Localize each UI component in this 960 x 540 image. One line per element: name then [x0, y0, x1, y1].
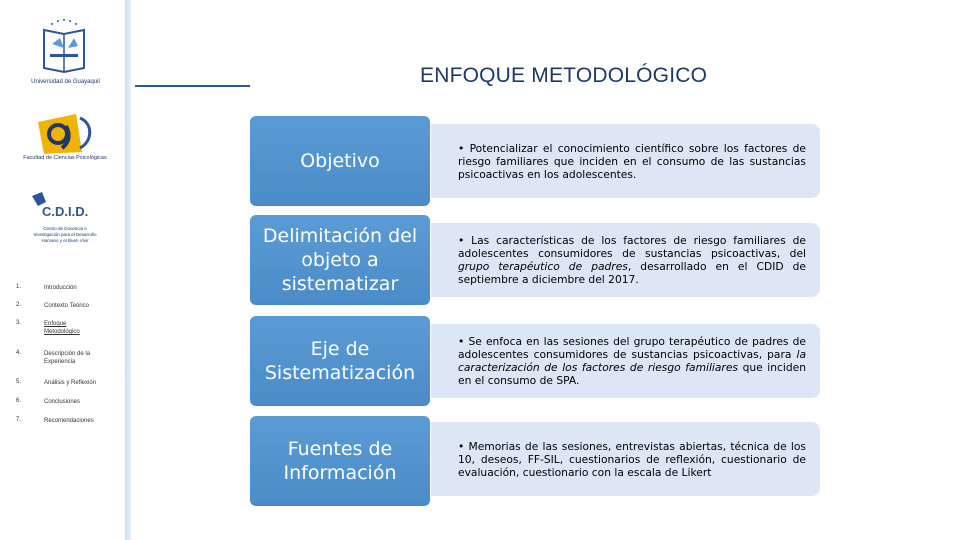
nav-label: Conclusiones — [44, 399, 81, 405]
row-label-box: Objetivo — [250, 116, 430, 206]
row-label-box: Fuentes de Información — [250, 416, 430, 506]
sidebar-edge — [125, 0, 131, 540]
nav-item-enfoque[interactable] — [16, 320, 124, 336]
svg-text:C.D.I.D.: C.D.I.D. — [42, 204, 89, 219]
row-description-text: • Se enfoca en las sesiones del grupo terapéutico de padres de adolescentes consumidores de sustancias psicoactivas, para la caracterización de los factores de riesgo familiares que inciden en el consumo de SPA. — [458, 335, 807, 387]
nav-number: 2. — [16, 302, 22, 308]
row-label-box: Delimitación del objeto a sistematizar — [250, 215, 430, 305]
page-title: ENFOQUE METODOLÓGICO — [420, 64, 708, 87]
nav-number: 6. — [16, 398, 22, 404]
row-description-text: • Las características de los factores de riesgo familiares de adolescentes consumidores de sustancias psicoactivas, del grupo terapéutico de padres, desarrollado en el CDID de septiembre a diciembre del 2017. — [458, 234, 806, 286]
nav-number: 3. — [16, 320, 22, 326]
nav-label: Enfoque Metodológico — [44, 321, 80, 335]
nav-item-analisis[interactable] — [16, 379, 124, 387]
title-divider — [135, 85, 250, 87]
nav-label: Recomendaciones — [44, 418, 94, 424]
university-logo — [38, 18, 90, 74]
row-description — [420, 223, 820, 297]
nav-item-recomendaciones[interactable] — [16, 417, 124, 425]
nav-item-contexto[interactable] — [16, 302, 124, 310]
nav-label: Descripción de la Experiencia — [44, 351, 91, 365]
row-description — [420, 324, 820, 398]
nav-label: Análisis y Reflexión — [44, 380, 97, 386]
nav-number: 4. — [16, 350, 22, 356]
nav-number: 7. — [16, 417, 22, 423]
nav-item-descripcion[interactable] — [16, 350, 124, 366]
faculty-name: Facultad de Ciencias Psicológicas — [23, 155, 107, 161]
university-name: Universidad de Guayaquil — [31, 79, 100, 85]
sidebar — [0, 0, 125, 540]
cdid-logo — [30, 190, 100, 220]
nav-item-introduccion[interactable] — [16, 284, 124, 292]
nav-label: Introducción — [44, 285, 77, 291]
nav-label: Contexto Teórico — [44, 303, 89, 309]
row-description — [420, 124, 820, 198]
cdid-description: Centro de Docencia e Investigación para el Desarrollo Humano y el Buen Vivir — [33, 226, 97, 243]
row-description — [420, 422, 820, 496]
nav-item-conclusiones[interactable] — [16, 398, 124, 406]
row-label-box: Eje de Sistematización — [250, 316, 430, 406]
row-description-text: • Memorias de las sesiones, entrevistas abiertas, técnica de los 10, deseos, FF-SIL, cuestionarios de reflexión, cuestionario de evaluación, cuestionario con la escala de Likert — [458, 439, 806, 479]
nav-number: 1. — [16, 284, 22, 290]
faculty-logo — [36, 112, 96, 156]
nav-number: 5. — [16, 379, 22, 385]
row-description-text: • Potencializar el conocimiento científico sobre los factores de riesgo familiares que inciden en el consumo de las sustancias psicoactivas en los adolescentes. — [458, 141, 806, 181]
